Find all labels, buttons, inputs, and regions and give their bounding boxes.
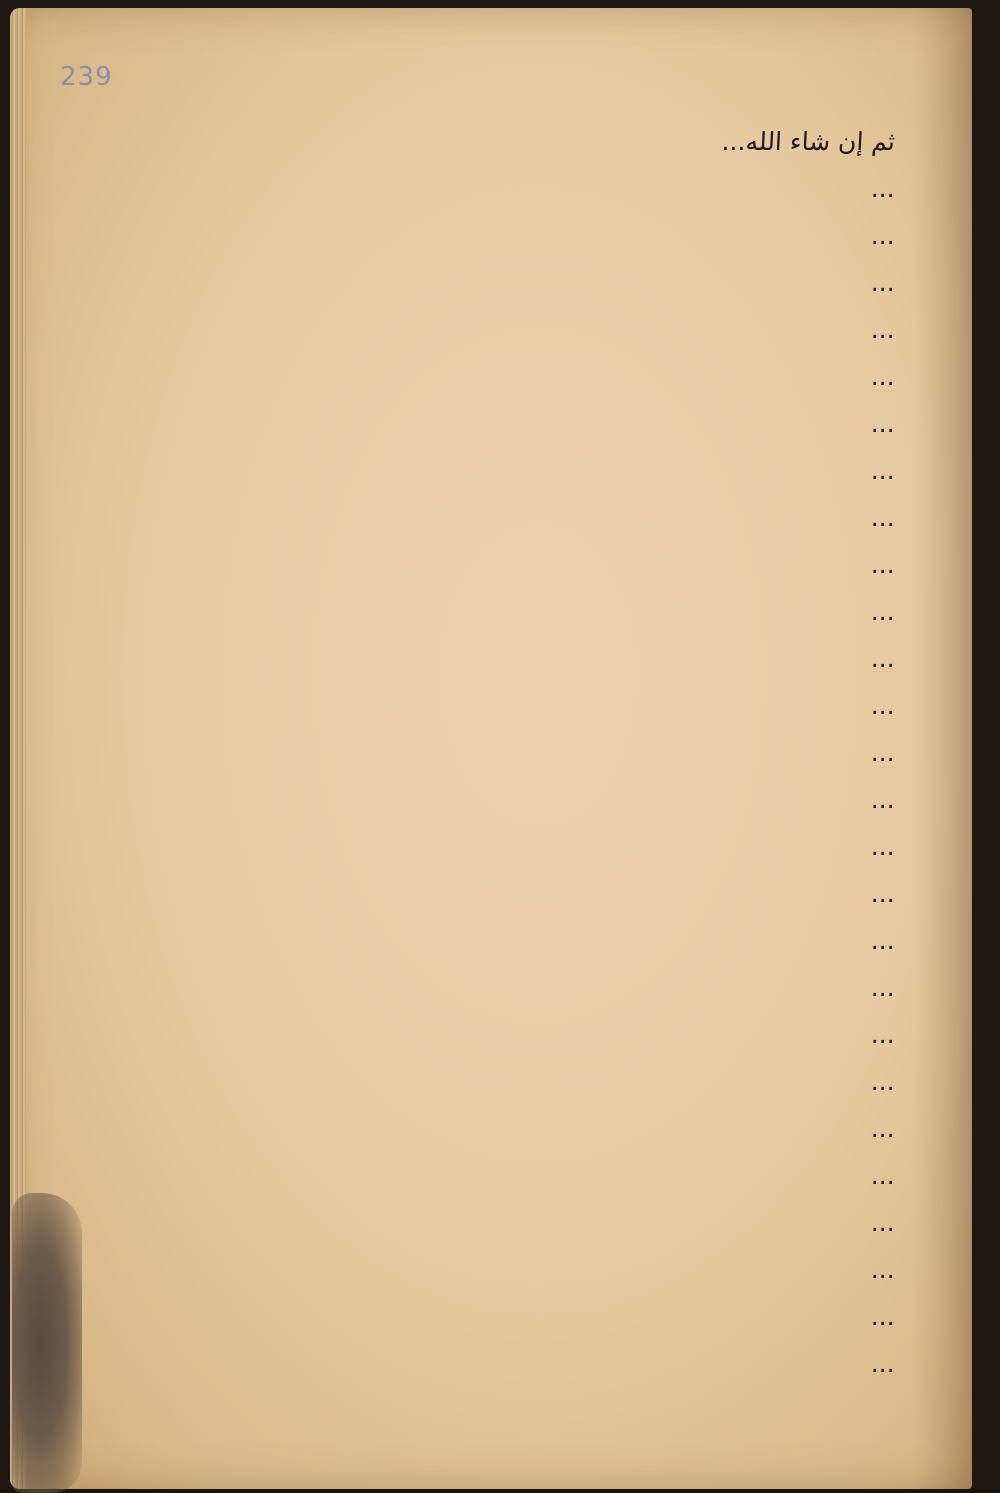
- text-line: ...: [870, 785, 896, 814]
- manuscript-text-block: [95, 120, 895, 1390]
- text-line: ...: [870, 221, 896, 250]
- text-line: ...: [870, 1020, 896, 1049]
- text-line: ...: [870, 691, 896, 720]
- text-line: ...: [870, 1208, 896, 1237]
- text-line: ...: [870, 926, 896, 955]
- text-line: ...: [870, 973, 896, 1002]
- text-line: ...: [870, 738, 896, 767]
- text-line: ...: [870, 1349, 896, 1378]
- text-line: ...: [870, 503, 896, 532]
- text-line: ...: [870, 1114, 896, 1143]
- text-line: ...: [870, 1161, 896, 1190]
- text-line: ...: [870, 174, 896, 203]
- text-line: ...: [870, 456, 896, 485]
- text-line: ثم إن شاء الله...: [721, 127, 896, 156]
- text-line: ...: [870, 315, 896, 344]
- text-line: ...: [870, 597, 896, 626]
- text-line: ...: [870, 268, 896, 297]
- text-line: ...: [870, 879, 896, 908]
- text-line: ...: [870, 362, 896, 391]
- text-line: ...: [870, 644, 896, 673]
- text-line: ...: [870, 1255, 896, 1284]
- text-line: ...: [870, 1302, 896, 1331]
- text-line: ...: [870, 409, 896, 438]
- folio-number: 239: [60, 62, 113, 92]
- water-stain: [12, 1193, 82, 1493]
- text-line: ...: [870, 1067, 896, 1096]
- text-line: ...: [870, 550, 896, 579]
- text-line: ...: [870, 832, 896, 861]
- binding-gutter: [912, 8, 972, 1489]
